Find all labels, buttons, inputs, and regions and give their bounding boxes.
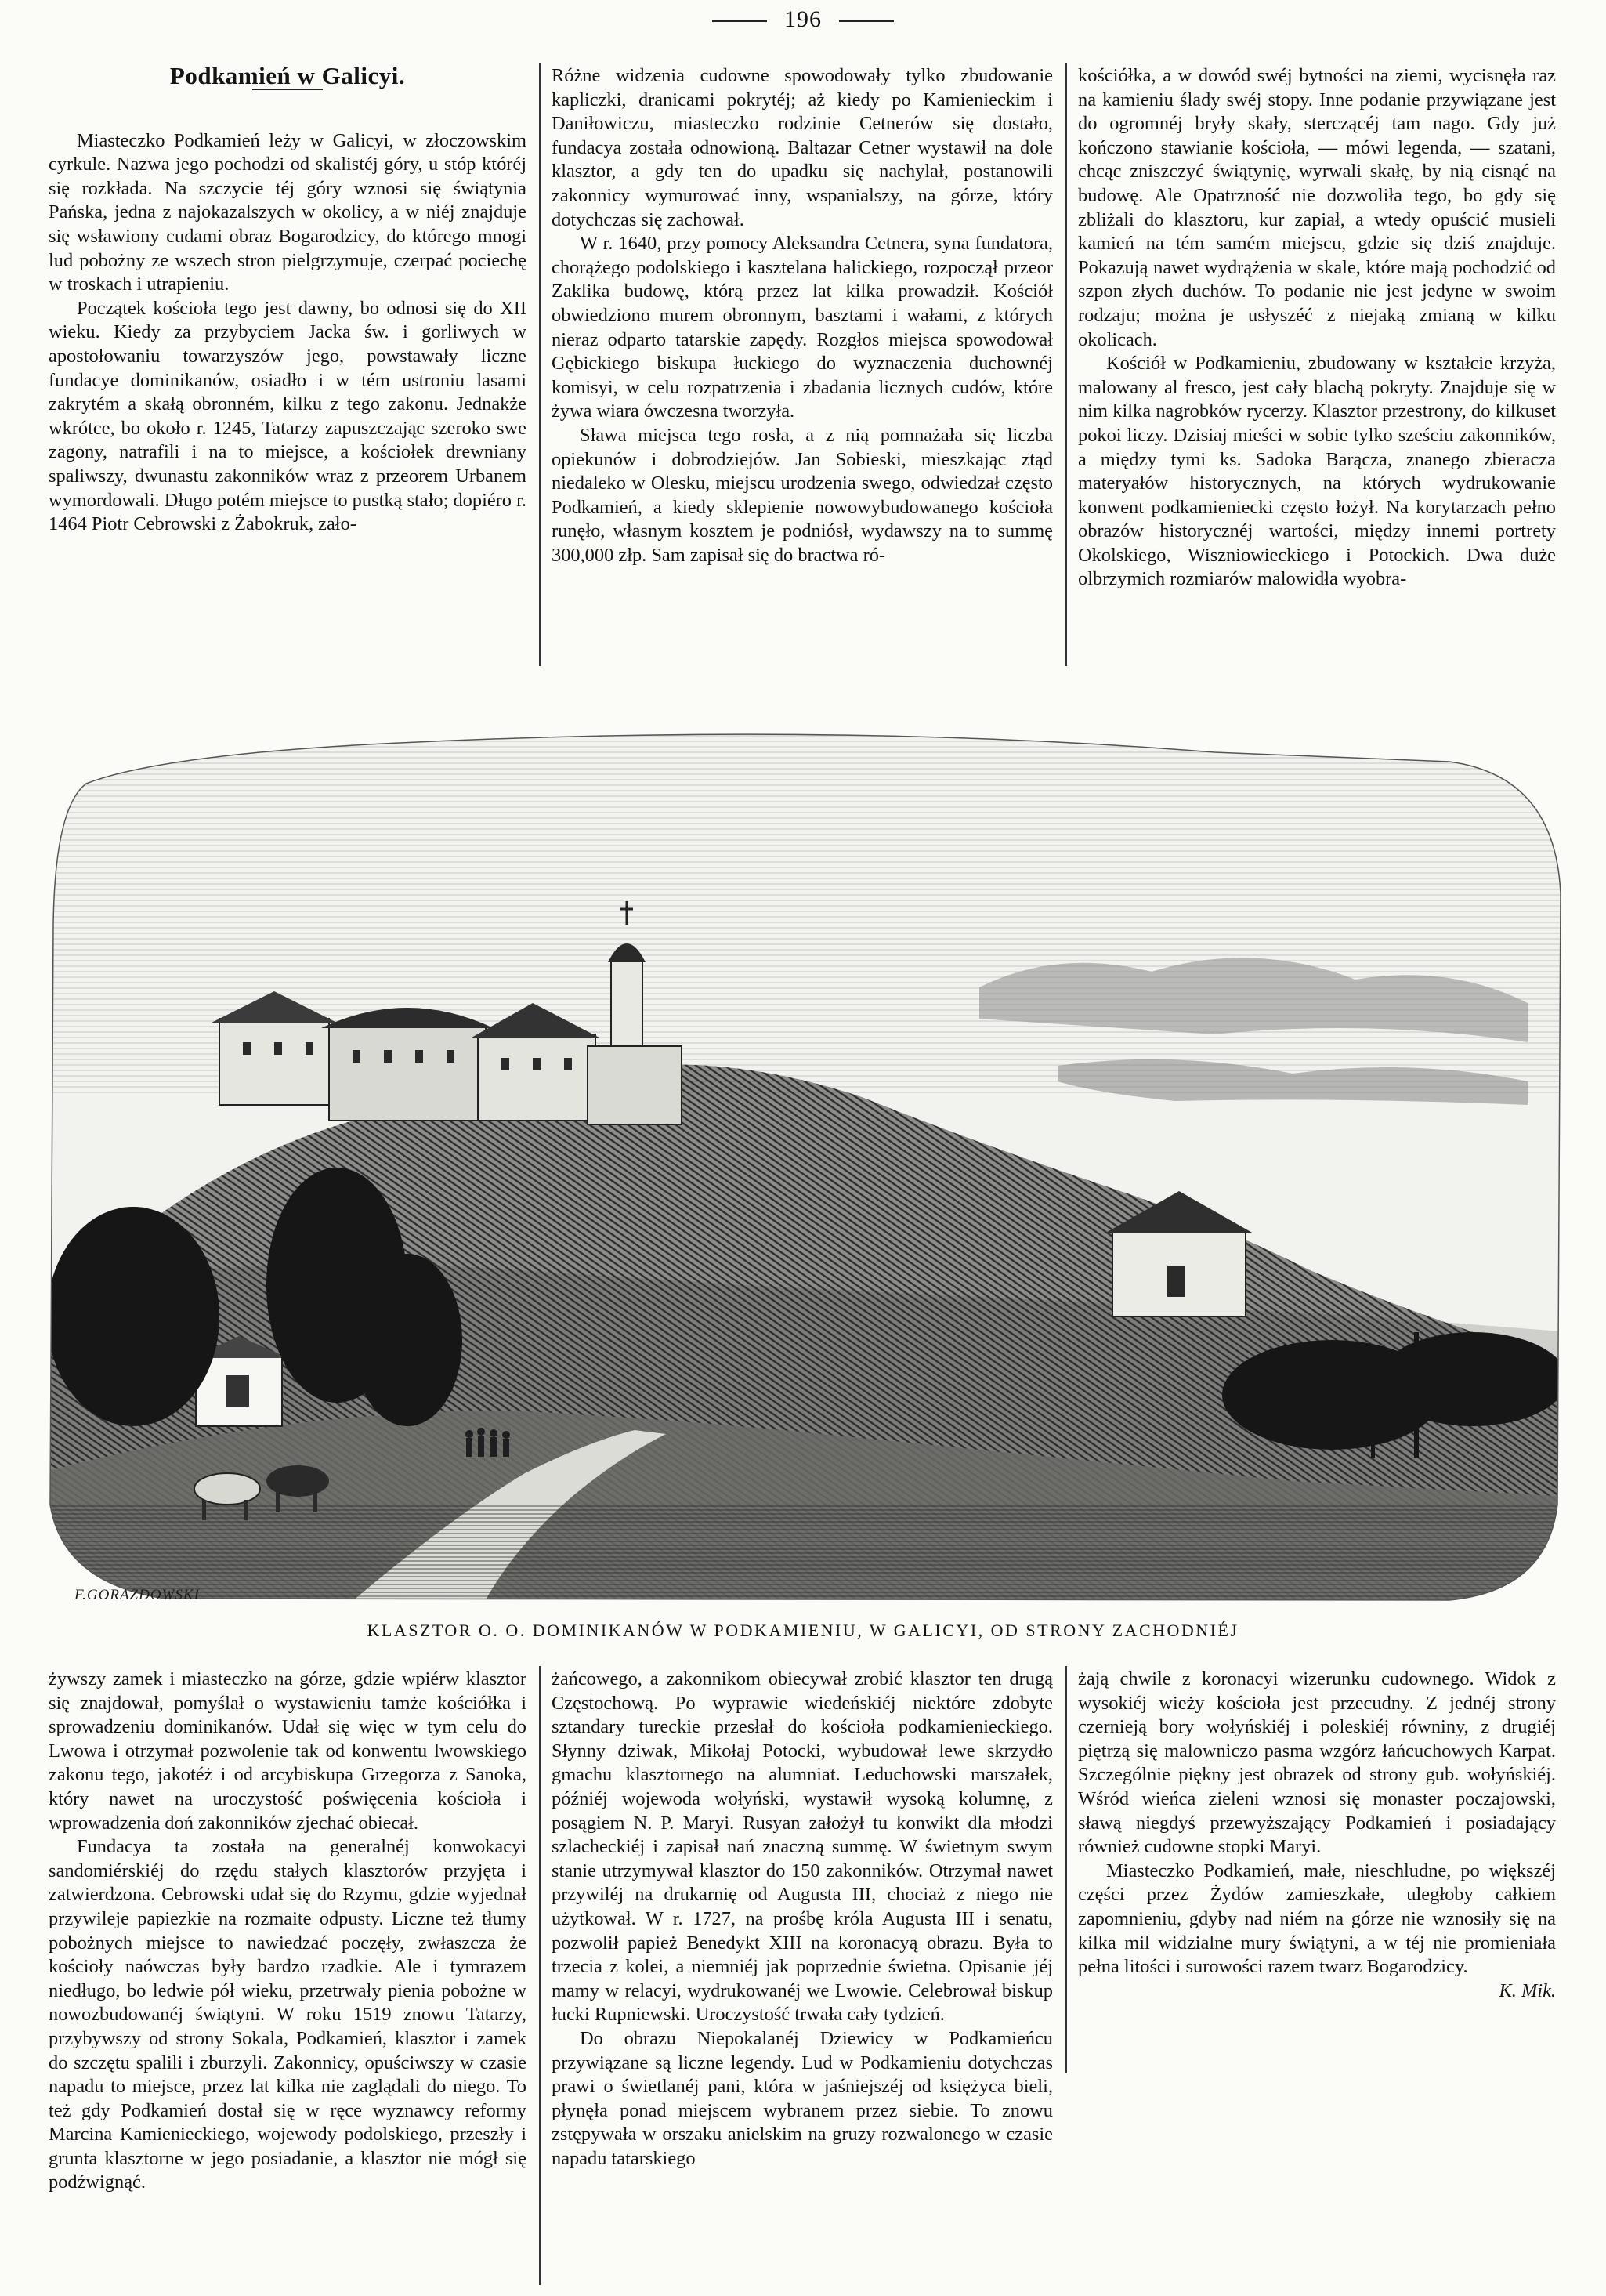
paragraph: Fundacya ta została na generalnéj konwokacyi sandomiérskiéj do rzędu stałych klasztorów przyjęta i zatwierdzona. Cebrowski udał się do Rzymu, gdzie wyjednał przywileje papiezkie na rozmaite odpusty. Liczne też tłumy pobożnych miejsce to nawiedzać poczęły, zwłaszcza że kościoły naówczas były bardzo rzadkie. Ale i tymrazem niedługo, bo ledwie pół wieku, przetrwały pienia pobożne w nowozbudowanéj świątyni. W roku 1519 znowu Tatarzy, przybywszy od strony Sokala, Podkamień, klasztor i zamek do szczętu spalili i zburzyli. Zakonnicy, opuściwszy w czasie napadu to miejsce, przez lat kilka nie zaglądali do niego. To też gdy Podkamień dostał się w ręce wyznawcy reformy Marcina Kamienieckiego, wojewody podolskiego, przeszły i grunta klasztorne w jego posiadanie, a klasztor nie mógł się podźwignąć.: [49, 1836, 526, 2193]
engraver-signature: F.GORAZDOWSKI: [74, 1587, 200, 1603]
paragraph: Miasteczko Podkamień, małe, nieschludne, po większéj części przez Żydów zamieszkałe, uległoby całkiem zapomnieniu, gdyby nad niém na górze nie wznosiły się na kilka mil widzialne mury świątyni, a w téj nie promieniała pełna litości i surowości razem twarz Bogarodzicy.: [1078, 1860, 1556, 1978]
column-divider: [1065, 63, 1067, 666]
paragraph: Różne widzenia cudowne spowodowały tylko zbudowanie kapliczki, dranicami pokrytéj; aż kiedy po Kamienieckim i Daniłowiczu, miasteczko rodzinie Cetnerów się dostało, fundacya została odnowioną. Baltazar Cetner wystawił na dole klasztor, a gdy ten do upadku się nachylał, postanowili zakonnicy wymurować inny, wspanialszy, na górze, który dotychczas się zachował.: [552, 65, 1053, 230]
top-column-1: [49, 64, 526, 668]
bottom-column-2: [552, 1668, 1053, 2287]
top-column-3: [1078, 64, 1556, 668]
paragraph: Kościół w Podkamieniu, zbudowany w kształcie krzyża, malowany al fresco, jest cały blachą pokryty. Znajduje się w nim kilka nagrobków rycerzy. Klasztor przestrony, do kilkuset pokoi liczy. Dzisiaj mieści w sobie tylko sześciu zakonników, a między tymi ks. Sadoka Barącza, znanego zbieracza materyałów historycznych, na których wydrukowanie konwent podkamieniecki często łożył. Na korytarzach pełno obrazów historycznéj wartości, między innemi portrety Okolskiego, Wiszniowieckiego i Potockich. Dwa duże olbrzymich rozmiarów malowidła wyobra-: [1078, 353, 1556, 590]
bottom-column-3: [1078, 1668, 1556, 2287]
bottom-column-1: [49, 1668, 526, 2287]
paragraph: Sława miejsca tego rosła, a z nią pomnażała się liczba opiekunów i dobrodziejów. Jan Sobieski, mieszkając ztąd niedaleko w Olesku, miejscu urodzenia swego, odwiedzał często Podkamień, a kiedy sklepienie nowowybudowanego kościoła runęło, własnym kosztem je podniósł, wydawszy na to summę 300,000 złp. Sam zapisał się do bractwa ró-: [552, 424, 1053, 566]
page-number: 196: [0, 6, 1606, 33]
paragraph: żańcowego, a zakonnikom obiecywał zrobić klasztor ten drugą Częstochową. Po wyprawie wiedeńskiéj niektóre zdobyte sztandary tureckie przesłał do kościoła podkamienieckiego. Słynny dziwak, Mikołaj Potocki, wybudował lewe skrzydło gmachu klasztornego na alumniat. Leduchowski marszałek, późniéj wojewoda wołyński, wystawił wysoką kolumnę, z posągiem N. P. Maryi. Rusyan założył tu konwikt dla młodzi szlacheckiéj i zapisał nań znaczną summę. W świetnym swym stanie utrzymywał klasztor do 150 zakonników. Otrzymał nawet przywiléj na drukarnię od Augusta III, chociaż z niego nie użytkował. W r. 1727, na prośbę króla Augusta III i senatu, pozwolił papież Benedykt XIII na koronacyą obrazu. Była to trzecia z kolei, a niemniéj jak poprzednie świetna. Opisanie jéj mamy w relacyi, wydrukowanéj we Lwowie. Celebrował biskup łucki Rupniewski. Uroczystość trwała cały tydzień.: [552, 1668, 1053, 2026]
author-signature: K. Mik.: [1499, 1979, 1556, 2001]
top-column-2: [552, 64, 1053, 668]
paragraph: kościółka, a w dowód swéj bytności na ziemi, wycisnęła raz na kamieniu ślady swéj stopy. Inne podanie przywiązane jest do ogromnéj bryły skały, sterczącéj tam nago. Gdy już kończono stawianie kościoła, — mówi legenda, — szatani, chcąc zniszczyć świątynię, wyrwali skałę, by nią cisnąć na budowę. Ale Opatrzność nie dozwoliła tego, bo gdy się zbliżali do klasztoru, kur zapiał, a wtedy opuścić musieli kamień na tém samém miejscu, gdzie się dziś znajduje. Pokazują nawet wydrążenia w skale, które mają pochodzić od szpon złych duchów. To podanie nie jest jedyne w swoim rodzaju; można je usłyszéć z niejaką zmianą w kilku okolicach.: [1078, 65, 1556, 350]
paragraph: W r. 1640, przy pomocy Aleksandra Cetnera, syna fundatora, chorążego podolskiego i kasztelana halickiego, rozpoczął przeor Zaklika budowę, którą przez lat kilka prowadził. Kościół obwiedziono murem obronnym, basztami i wałami, z których nieraz odparto tatarskie zapędy. Rozgłos miejsca spowodował Gębickiego biskupa łuckiego do wyznaczenia duchownéj komisyi, w celu rozpatrzenia i zbadania licznych cudów, które żywa wiara ówczesna tworzyła.: [552, 233, 1053, 422]
paragraph: żywszy zamek i miasteczko na górze, gdzie wpiérw klasztor się znajdował, pomyślał o wystawieniu tamże kościółka i sprowadzeniu dominikanów. Udał się więc w tym celu do Lwowa i otrzymał pozwolenie tak od konwentu lwowskiego zakonu tego, jakotéż i od arcybiskupa Grzegorza z Sanoka, który nawet na uroczystość poświęcenia kościoła i wprowadzenia doń zakonników zjechać obiecał.: [49, 1668, 526, 1834]
engraving-illustration: [39, 690, 1571, 1614]
paragraph: Do obrazu Niepokalanéj Dziewicy w Podkamieńcu przywiązane są liczne legendy. Lud w Podkamieniu dotychczas prawi o świetlanéj pani, która w jaśniejszéj od księżyca bieli, płynęła ponad miejscem wybranem przez siebie. To znowu zstępywała w orszaku anielskim na gruzy rozwalonego w czasie napadu tatarskiego: [552, 2027, 1053, 2169]
paragraph: Początek kościoła tego jest dawny, bo odnosi się do XII wieku. Kiedy za przybyciem Jacka św. i gorliwych w apostołowaniu towarzyszów jego, powstawały liczne fundacye dominikanów, osiadło i w tém ustroniu lasami zakrytém a skałą obronném, kilku z tego zakonu. Jednakże wkrótce, bo około r. 1245, Tatarzy zapuszczając szeroko swe zagony, natrafili i na to miejsce, a kościołek drewniany spaliwszy, dwunastu zakonników wraz z przeorem Urbanem wymordowali. Długo potém miejsce to pustką stało; dopiéro r. 1464 Piotr Cebrowski z Żabokruk, zało-: [49, 297, 526, 535]
figure-caption: KLASZTOR O. O. DOMINIKANÓW W PODKAMIENIU, W GALICYI, OD STRONY ZACHODNIÉJ: [367, 1621, 1239, 1640]
article-title: Podkamień w Galicyi.: [169, 64, 406, 89]
column-divider: [539, 63, 541, 666]
paragraph: żają chwile z koronacyi wizerunku cudownego. Widok z wysokiéj wieży kościoła jest przecudny. Z jednéj strony czernieją bory wołyńskiéj i poleskiéj równiny, z drugiéj piętrzą się malowniczo pasma wzgórz łańcuchowych Karpat. Szczególnie piękny jest obrazek od strony gub. wołyńskiéj. Wśród wieńca zieleni wznosi się monaster poczajowski, sławą niegdyś przewyższający Podkamień i posiadający również cudowne stopki Maryi.: [1078, 1668, 1556, 1858]
column-divider: [1065, 1666, 1067, 2073]
column-divider: [539, 1666, 541, 2285]
paragraph: Miasteczko Podkamień leży w Galicyi, w złoczowskim cyrkule. Nazwa jego pochodzi od skalistéj góry, u stóp któréj się rozkłada. Na szczycie téj góry wznosi się świątynia Pańska, jedna z najokazalszych w okolicy, a w niéj znajduje się wsławiony cudami obraz Bogarodzicy, do którego mnogi lud pobożny ze wszech stron pielgrzymuje, czerpać pociechę w troskach i utrapieniu.: [49, 129, 526, 295]
